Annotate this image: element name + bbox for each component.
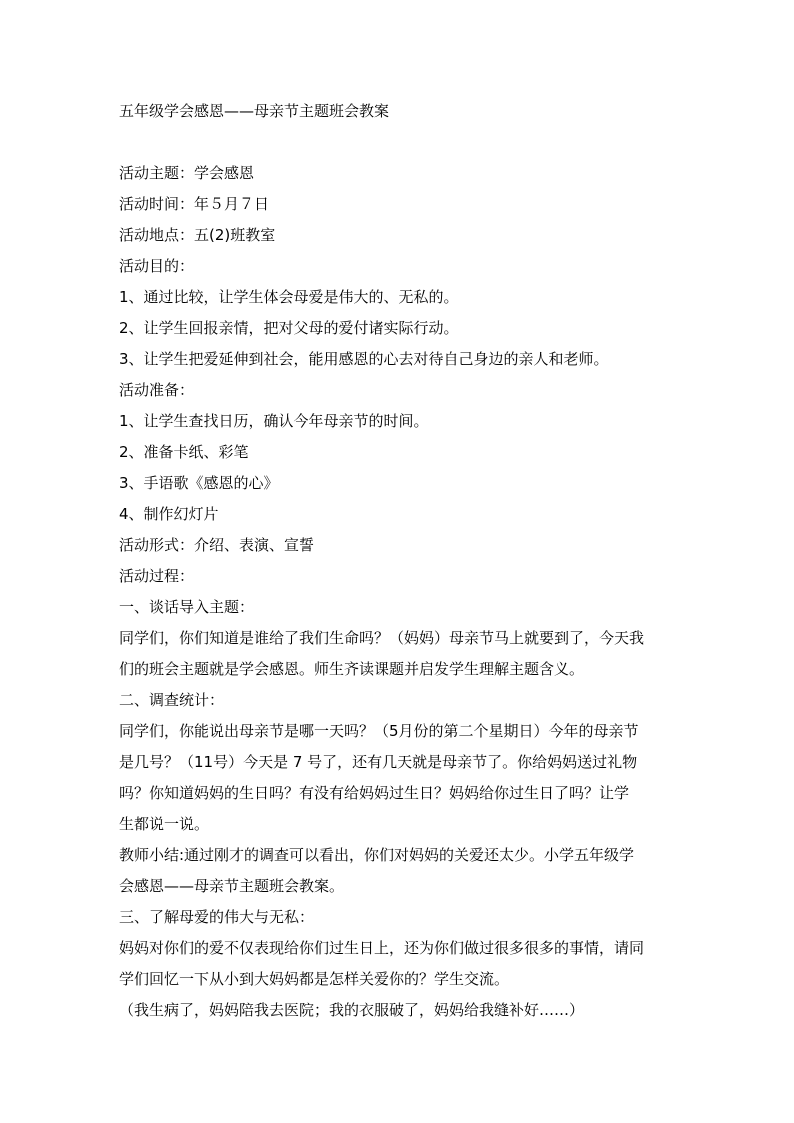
paragraph-line: 学们回忆一下从小到大妈妈都是怎样关爱你的？学生交流。 <box>119 970 510 988</box>
preparation-item-3: 3、手语歌《感恩的心》 <box>119 474 279 492</box>
section-3-heading: 三、了解母爱的伟大与无私： <box>119 908 315 926</box>
activity-preparation-heading: 活动准备： <box>119 381 195 399</box>
paragraph-line: 吗？你知道妈妈的生日吗？有没有给妈妈过生日？妈妈给你过生日了吗？让学 <box>119 784 630 802</box>
activity-form: 活动形式：介绍、表演、宣誓 <box>119 536 315 554</box>
paragraph-line: 是几号？（11号）今天是 7 号了，还有几天就是母亲节了。你给妈妈送过礼物 <box>119 753 638 771</box>
teacher-summary-paragraph <box>119 840 679 902</box>
section-2-heading: 二、调查统计： <box>119 691 225 709</box>
purpose-item-3: 3、让学生把爱延伸到社会，能用感恩的心去对待自己身边的亲人和老师。 <box>119 350 609 368</box>
paragraph-line: 妈妈对你们的爱不仅表现给你们过生日上，还为你们做过很多很多的事情，请同 <box>119 939 645 957</box>
activity-theme: 活动主题：学会感恩 <box>119 164 255 182</box>
preparation-item-1: 1、让学生查找日历，确认今年母亲节的时间。 <box>119 412 429 430</box>
paragraph-line: 教师小结:通过刚才的调查可以看出，你们对妈妈的关爱还太少。小学五年级学 <box>119 846 635 864</box>
paragraph-line: 同学们，你们知道是谁给了我们生命吗？（妈妈）母亲节马上就要到了，今天我 <box>119 629 645 647</box>
section-3-paragraph <box>119 933 679 995</box>
activity-purpose-heading: 活动目的： <box>119 257 195 275</box>
purpose-item-2: 2、让学生回报亲情，把对父母的爱付诸实际行动。 <box>119 319 459 337</box>
purpose-item-1: 1、通过比较，让学生体会母爱是伟大的、无私的。 <box>119 288 459 306</box>
paragraph-line: 们的班会主题就是学会感恩。师生齐读课题并启发学生理解主题含义。 <box>119 660 585 678</box>
activity-location: 活动地点：五(2)班教室 <box>119 226 276 244</box>
paragraph-line: 会感恩——母亲节主题班会教案。 <box>119 877 345 895</box>
section-2-paragraph <box>119 716 679 840</box>
document-body <box>119 96 679 1026</box>
activity-time: 活动时间：年５月７日 <box>119 195 270 213</box>
paragraph-line: 同学们，你能说出母亲节是哪一天吗？（5月份的第二个星期日）今年的母亲节 <box>119 722 639 740</box>
section-1-paragraph <box>119 623 679 685</box>
student-responses: （我生病了，妈妈陪我去医院；我的衣服破了，妈妈给我缝补好……） <box>119 1001 585 1019</box>
activity-process-heading: 活动过程： <box>119 567 195 585</box>
section-1-heading: 一、谈话导入主题： <box>119 598 255 616</box>
document-title: 五年级学会感恩——母亲节主题班会教案 <box>119 102 390 120</box>
preparation-item-4: 4、制作幻灯片 <box>119 505 219 523</box>
paragraph-line: 生都说一说。 <box>119 815 210 833</box>
preparation-item-2: 2、准备卡纸、彩笔 <box>119 443 249 461</box>
